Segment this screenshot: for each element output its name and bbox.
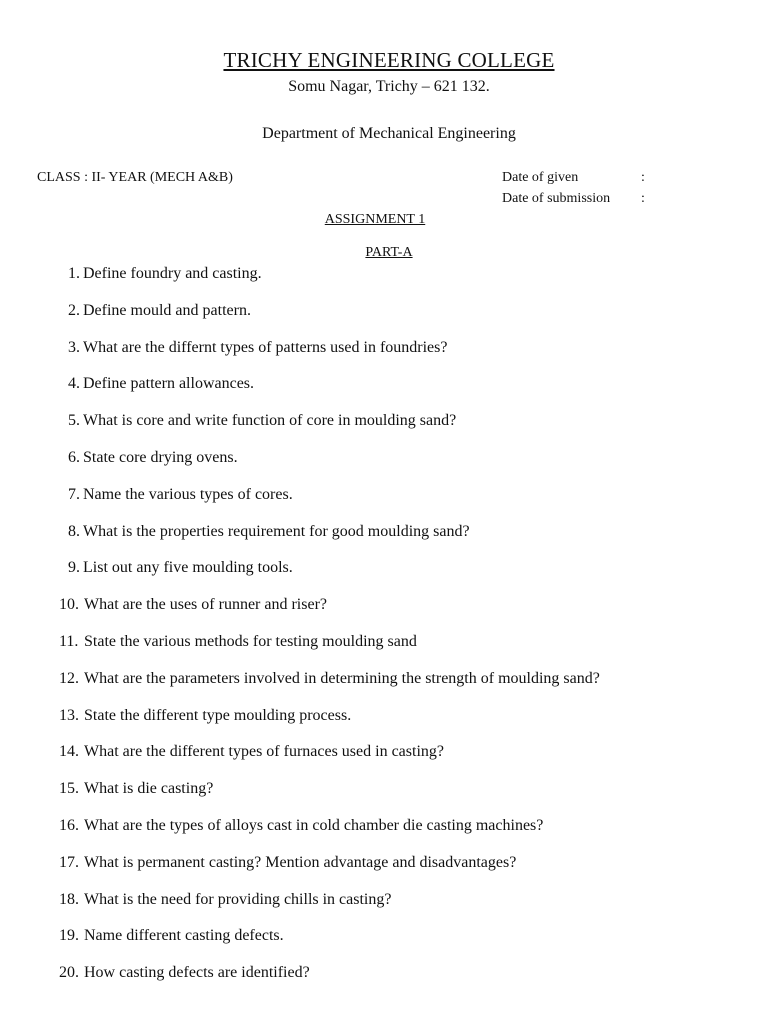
question-text: Name the various types of cores.: [83, 485, 293, 503]
date-given-label: Date of given: [502, 170, 579, 185]
question-text: Define foundry and casting.: [83, 265, 262, 282]
question-number: 1.: [68, 265, 80, 282]
question-text: What are the differnt types of patterns used in foundries?: [83, 338, 448, 356]
question-item: [0, 633, 740, 655]
question-text: Name different casting defects.: [84, 927, 284, 945]
question-number: 4.: [68, 375, 80, 393]
question-item: [0, 559, 740, 581]
question-item: [0, 670, 740, 692]
question-text: What is die casting?: [84, 780, 214, 798]
question-text: What are the different types of furnaces used in casting?: [84, 743, 444, 761]
question-number: 20.: [59, 964, 79, 982]
question-number: 15.: [59, 780, 79, 798]
question-item: [0, 375, 740, 397]
question-item: [0, 743, 740, 765]
question-item: [0, 302, 740, 324]
assignment-title: ASSIGNMENT 1: [324, 212, 426, 227]
college-address: Somu Nagar, Trichy – 621 132.: [288, 78, 490, 95]
question-item: [0, 596, 740, 618]
class-info: CLASS : II- YEAR (MECH A&B): [37, 170, 233, 185]
question-number: 9.: [68, 559, 80, 577]
question-item: [0, 817, 740, 839]
college-title: TRICHY ENGINEERING COLLEGE: [223, 48, 555, 72]
question-text: What is permanent casting? Mention advantage and disadvantages?: [84, 853, 517, 871]
question-text: Define pattern allowances.: [83, 375, 255, 393]
question-item: [0, 523, 740, 545]
question-number: 6.: [68, 449, 80, 466]
question-text: State the various methods for testing moulding sand: [84, 633, 417, 650]
question-number: 3.: [68, 338, 80, 356]
date-given-colon: :: [641, 170, 645, 185]
question-number: 13.: [59, 706, 79, 724]
question-item: [0, 707, 740, 729]
question-text: What are the types of alloys cast in cold chamber die casting machines?: [84, 817, 544, 834]
part-title: PART-A: [365, 245, 413, 260]
question-item: [0, 339, 740, 361]
question-number: 8.: [68, 522, 80, 540]
date-submission-label: Date of submission: [502, 191, 611, 206]
question-item: [0, 265, 740, 287]
question-text: What are the parameters involved in determining the strength of moulding sand?: [84, 669, 600, 687]
question-number: 11.: [59, 633, 79, 650]
question-text: List out any five moulding tools.: [83, 559, 293, 577]
question-number: 10.: [59, 596, 79, 614]
date-submission-colon: :: [641, 191, 645, 206]
question-number: 18.: [59, 890, 79, 908]
question-number: 7.: [68, 485, 80, 503]
question-text: What is core and write function of core in moulding sand?: [83, 412, 457, 430]
question-text: What are the uses of runner and riser?: [84, 596, 327, 614]
question-number: 17.: [59, 853, 79, 871]
question-number: 19.: [59, 927, 79, 945]
question-number: 5.: [68, 412, 80, 430]
question-text: What is the properties requirement for good moulding sand?: [83, 522, 470, 540]
question-text: State the different type moulding process.: [84, 706, 352, 724]
question-item: [0, 964, 740, 986]
question-item: [0, 927, 740, 949]
question-text: Define mould and pattern.: [83, 301, 251, 319]
question-number: 2.: [68, 301, 80, 319]
question-text: State core drying ovens.: [83, 449, 238, 466]
department-name: Department of Mechanical Engineering: [262, 125, 516, 142]
question-number: 12.: [59, 669, 79, 687]
question-number: 16.: [59, 817, 79, 834]
question-item: [0, 891, 740, 913]
question-number: 14.: [59, 743, 79, 761]
question-item: [0, 412, 740, 434]
question-text: What is the need for providing chills in casting?: [84, 890, 392, 908]
question-item: [0, 854, 740, 876]
question-text: How casting defects are identified?: [84, 964, 310, 982]
question-item: [0, 486, 740, 508]
question-item: [0, 780, 740, 802]
question-item: [0, 449, 740, 471]
